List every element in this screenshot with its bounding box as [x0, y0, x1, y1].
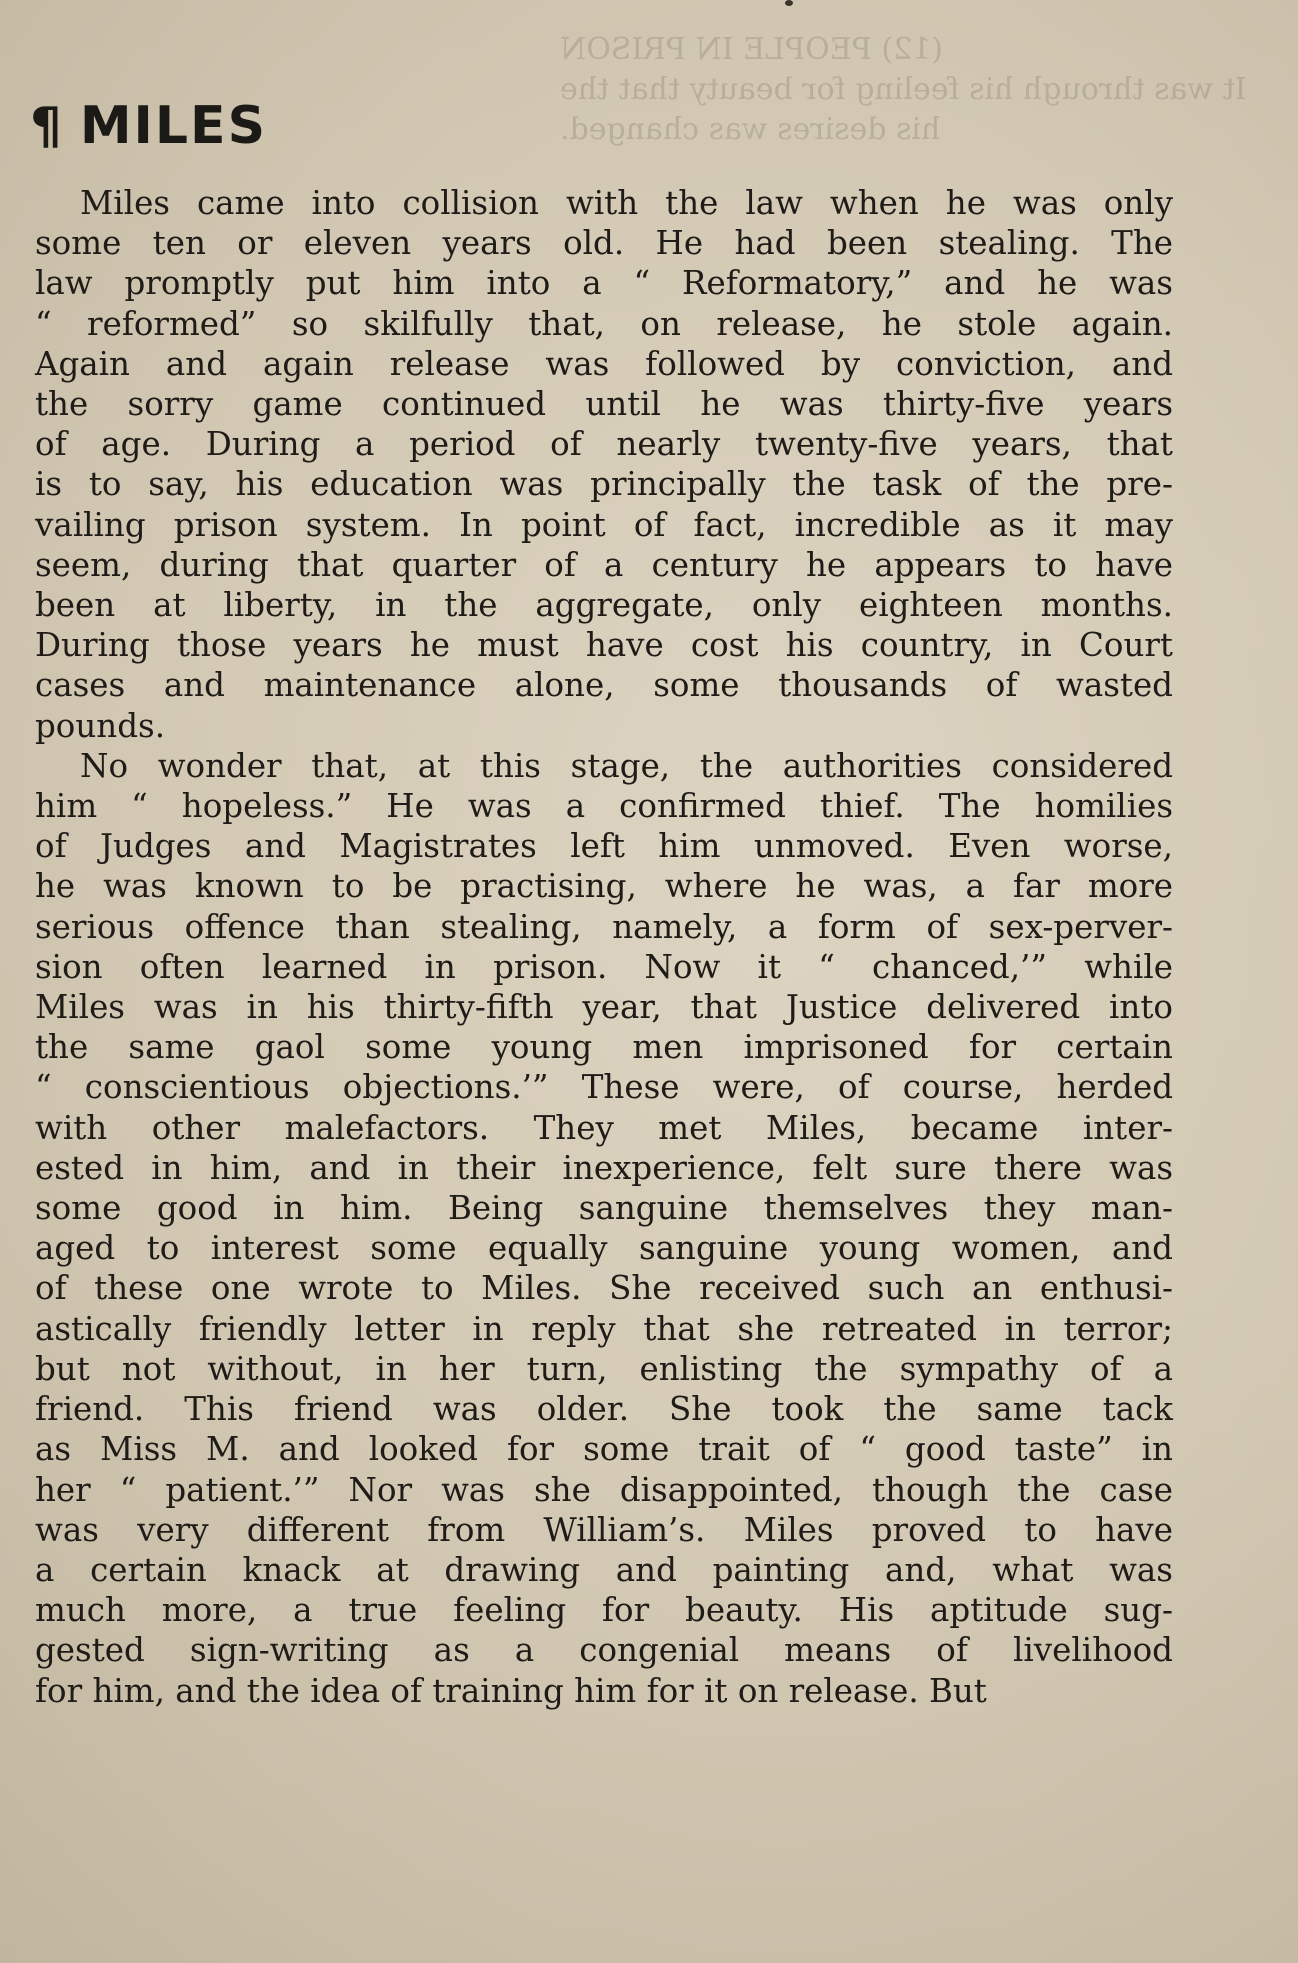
text-line: he was known to be practising, where he was, a far more — [35, 867, 1173, 906]
text-line: of these one wrote to Miles. She received such an enthusi- — [35, 1269, 1173, 1308]
text-line: much more, a true feeling for beauty. His aptitude sug- — [35, 1591, 1173, 1630]
body-text — [35, 183, 1173, 1711]
text-line: serious offence than stealing, namely, a form of sex-perver- — [35, 907, 1173, 946]
text-line: of age. During a period of nearly twenty-five years, that — [35, 425, 1173, 464]
pilcrow-icon: ¶ — [30, 97, 62, 155]
show-through-running-head: (12) PEOPLE IN PRISON — [560, 32, 943, 67]
text-line: friend. This friend was older. She took the same tack — [35, 1390, 1173, 1429]
paragraph — [35, 746, 1173, 1711]
text-line: Miles was in his thirty-fifth year, that Justice delivered into — [35, 988, 1173, 1027]
text-line: Miles came into collision with the law when he was only — [80, 184, 1173, 222]
text-line: During those years he must have cost his country, in Court — [35, 626, 1173, 665]
text-line: the same gaol some young men imprisoned for certain — [35, 1028, 1173, 1067]
text-line: gested sign-writing as a congenial means of livelihood — [35, 1631, 1173, 1670]
text-line: No wonder that, at this stage, the authorities considered — [80, 746, 1173, 785]
text-line: some good in him. Being sanguine themselves they man- — [35, 1189, 1173, 1228]
section-heading — [30, 96, 268, 156]
ink-speck — [785, 0, 793, 6]
text-line: of Judges and Magistrates left him unmoved. Even worse, — [35, 827, 1173, 866]
text-line: sion often learned in prison. Now it “ chanced,’” while — [35, 947, 1173, 986]
text-line: a certain knack at drawing and painting and, what was — [35, 1550, 1173, 1589]
section-title: MILES — [79, 96, 268, 156]
text-line: astically friendly letter in reply that she retreated in terror; — [35, 1309, 1173, 1348]
text-line: “ reformed” so skilfully that, on release, he stole again. — [35, 304, 1173, 343]
text-line: but not without, in her turn, enlisting the sympathy of a — [35, 1349, 1173, 1388]
text-line: as Miss M. and looked for some trait of “ good taste” in — [35, 1430, 1173, 1469]
text-line: for him, and the idea of training him for it on release. But — [35, 1671, 987, 1710]
text-line: pounds. — [35, 706, 166, 745]
text-line: “ conscientious objections.’” These were, of course, herded — [35, 1068, 1173, 1107]
text-line: with other malefactors. They met Miles, became inter- — [35, 1108, 1173, 1147]
text-line: the sorry game continued until he was thirty-five years — [35, 385, 1173, 424]
paragraph — [35, 183, 1173, 746]
text-line: him “ hopeless.” He was a confirmed thief. The homilies — [35, 787, 1173, 826]
text-line: been at liberty, in the aggregate, only eighteen months. — [35, 586, 1173, 625]
text-line: some ten or eleven years old. He had been stealing. The — [35, 224, 1173, 263]
text-line: is to say, his education was principally the task of the pre- — [35, 465, 1173, 504]
text-line: seem, during that quarter of a century he appears to have — [35, 545, 1173, 584]
text-line: her “ patient.’” Nor was she disappointed, though the case — [35, 1470, 1173, 1509]
text-line: vailing prison system. In point of fact, incredible as it may — [35, 505, 1173, 544]
text-line: ested in him, and in their inexperience, felt sure there was — [35, 1148, 1173, 1187]
show-through-line: his desires was changed. — [560, 112, 941, 147]
show-through-line: It was through his feeling for beauty that the — [560, 72, 1247, 107]
show-through-text — [560, 30, 1280, 150]
text-line: Again and again release was followed by conviction, and — [35, 344, 1173, 383]
text-line: cases and maintenance alone, some thousands of wasted — [35, 666, 1173, 705]
text-line: aged to interest some equally sanguine young women, and — [35, 1229, 1173, 1268]
text-line: was very different from William’s. Miles proved to have — [35, 1510, 1173, 1549]
text-line: law promptly put him into a “ Reformatory,” and he was — [35, 264, 1173, 303]
